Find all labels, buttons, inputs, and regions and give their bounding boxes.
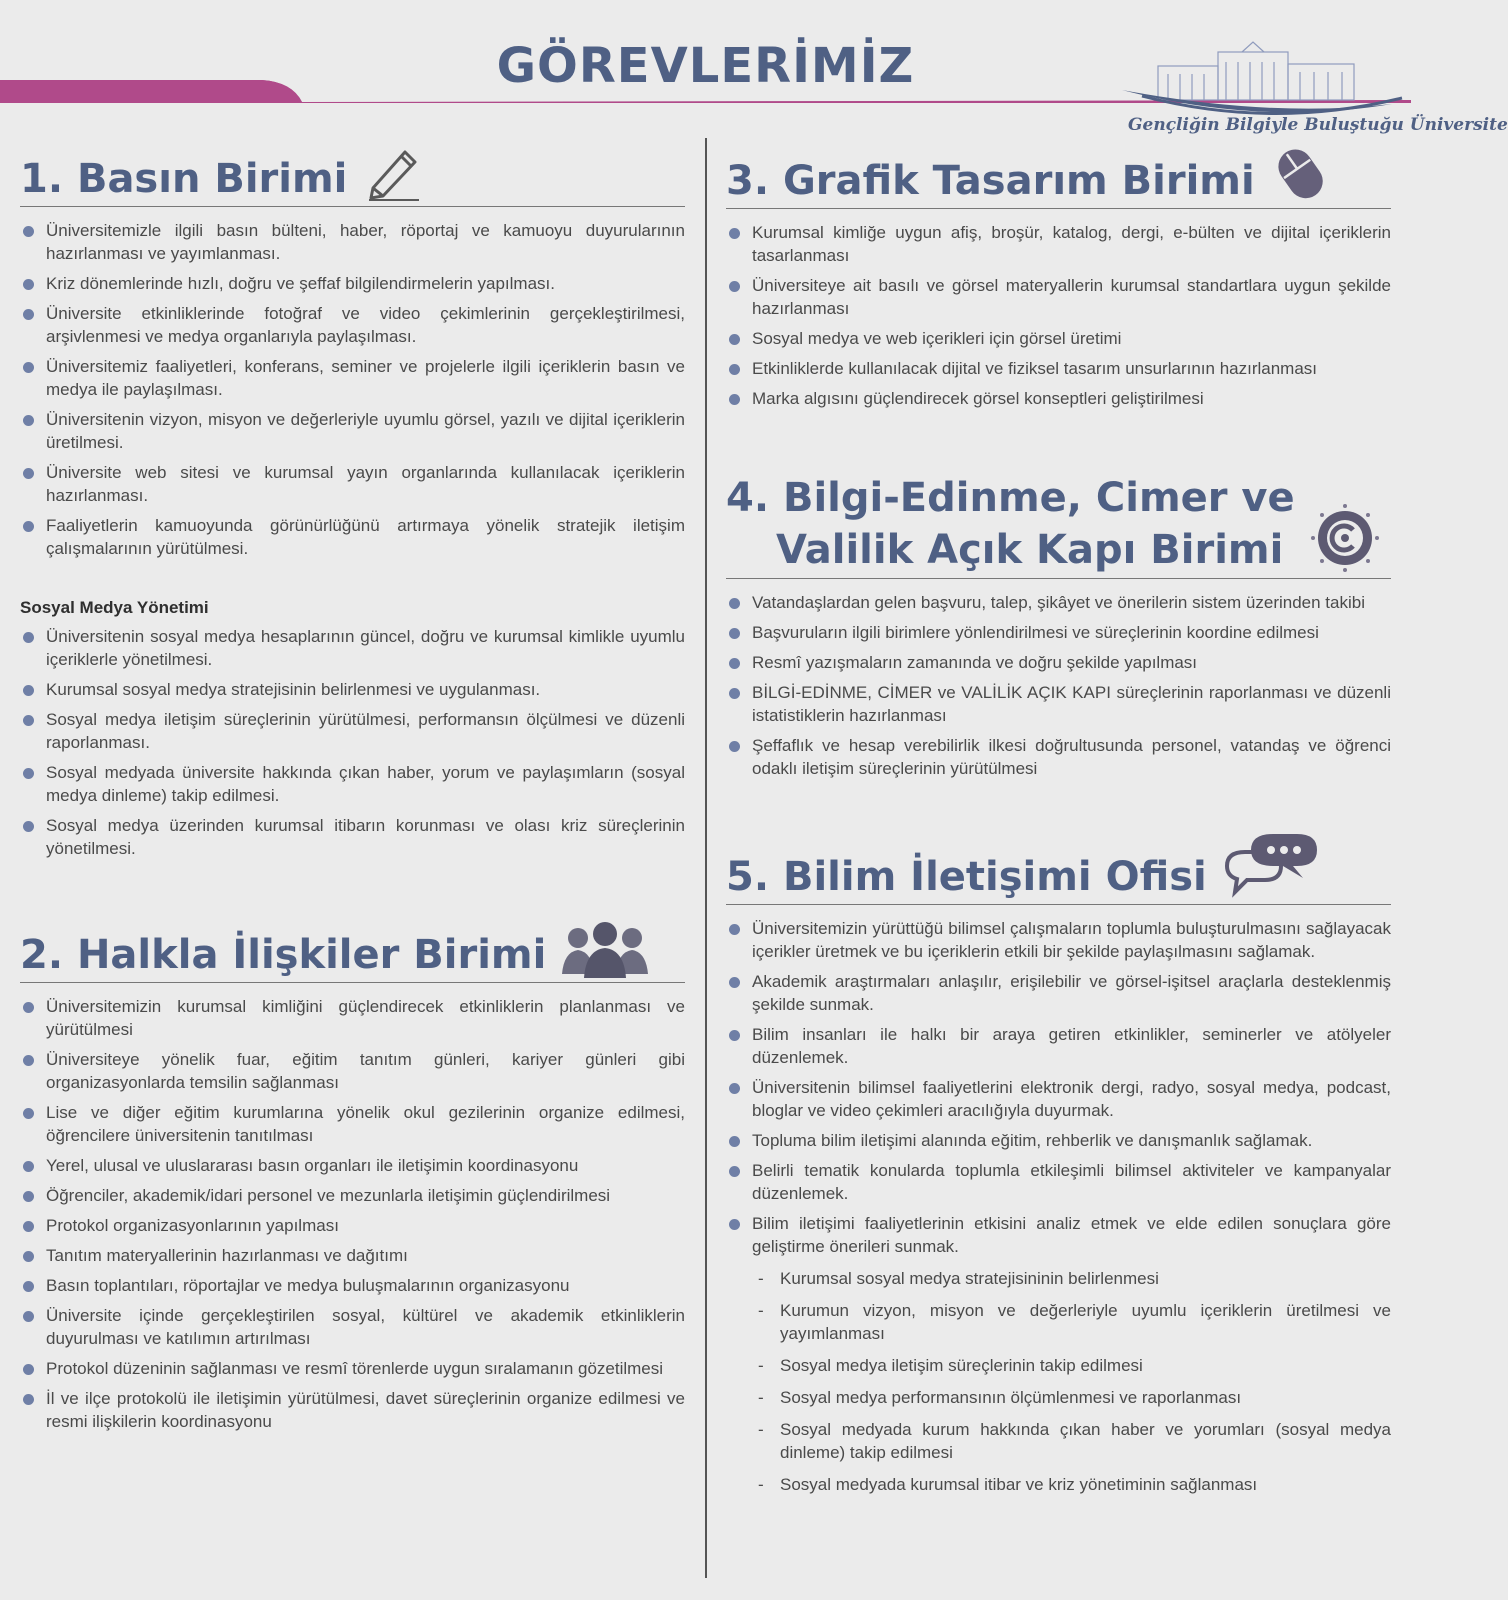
section-title: 3. Grafik Tasarım Birimi	[726, 158, 1255, 204]
section-title: 1. Basın Birimi	[20, 156, 348, 202]
list-item: Sosyal medya iletişim süreçlerinin yürütülmesi, performansın ölçülmesi ve düzenli raporlanması.	[20, 708, 685, 754]
list-item: Şeffaflık ve hesap verebilirlik ilkesi doğrultusunda personel, vatandaş ve öğrenci odaklı iletişim süreçlerinin yürütülmesi	[726, 734, 1391, 780]
section-title: 5. Bilim İletişimi Ofisi	[726, 854, 1207, 900]
list-item: Başvuruların ilgili birimlere yönlendirilmesi ve süreçlerinin koordine edilmesi	[726, 621, 1391, 644]
list-item: Protokol organizasyonlarının yapılması	[20, 1214, 685, 1237]
section-bilim-iletisimi	[726, 832, 1391, 1496]
section-title-line2: Valilik Açık Kapı Birimi	[776, 527, 1284, 573]
list-item: Vatandaşlardan gelen başvuru, talep, şikâyet ve önerilerin sistem üzerinden takibi	[726, 591, 1391, 614]
list-item: Öğrenciler, akademik/idari personel ve mezunlarla iletişimin güçlendirilmesi	[20, 1184, 685, 1207]
section-basin-birimi	[20, 142, 685, 860]
sosyal-medya-subheading: Sosyal Medya Yönetimi	[20, 598, 209, 617]
halkla-list	[20, 995, 685, 1433]
list-item: Kurumsal sosyal medya stratejisinin belirlenmesi ve uygulanması.	[20, 678, 685, 701]
list-item: Üniversitenin sosyal medya hesaplarının güncel, doğru ve kurumsal kimlikle uyumlu içeriklerle yönetilmesi.	[20, 625, 685, 671]
list-subitem: - Kurumun vizyon, misyon ve değerleriyle uyumlu içeriklerin üretilmesi ve yayımlanması	[756, 1299, 1391, 1345]
column-divider	[705, 138, 707, 1578]
list-item: Basın toplantıları, röportajlar ve medya buluşmalarının organizasyonu	[20, 1274, 685, 1297]
list-subitem: - Sosyal medya iletişim süreçlerinin takip edilmesi	[756, 1354, 1391, 1377]
list-item: Topluma bilim iletişimi alanında eğitim, rehberlik ve danışmanlık sağlamak.	[726, 1129, 1391, 1152]
section-header	[726, 832, 1391, 905]
cimer-logo-icon	[1309, 502, 1381, 574]
section-title: 2. Halkla İlişkiler Birimi	[20, 932, 547, 978]
people-group-icon	[560, 918, 652, 978]
list-item: Akademik araştırmaları anlaşılır, erişilebilir ve görsel-işitsel araçlarla desteklenmiş şekilde sunmak.	[726, 970, 1391, 1016]
list-item: Üniversitenin bilimsel faaliyetlerini elektronik dergi, radyo, sosyal medya, podcast, bloglar ve video çekimleri aracılığıyla duyurmak.	[726, 1076, 1391, 1122]
section-title	[726, 472, 1295, 578]
list-item: BİLGİ-EDİNME, CİMER ve VALİLİK AÇIK KAPI süreçlerinin raporlanması ve düzenli istatistiklerin hazırlanması	[726, 681, 1391, 727]
list-subitem: - Kurumsal sosyal medya stratejisininin belirlenmesi	[756, 1267, 1391, 1290]
list-subitem: - Sosyal medya performansının ölçümlenmesi ve raporlanması	[756, 1386, 1391, 1409]
grafik-list	[726, 221, 1391, 410]
bilim-sublist	[726, 1267, 1391, 1496]
list-item: Üniversitemizin kurumsal kimliğini güçlendirecek etkinliklerin planlanması ve yürütülmesi	[20, 995, 685, 1041]
list-item: Yerel, ulusal ve uluslararası basın organları ile iletişimin koordinasyonu	[20, 1154, 685, 1177]
list-item: Üniversiteye yönelik fuar, eğitim tanıtım günleri, kariyer günleri gibi organizasyonlarda temsilin sağlanması	[20, 1048, 685, 1094]
section-header	[726, 472, 1391, 579]
page-header	[0, 0, 1508, 140]
list-item: Üniversitemiz faaliyetleri, konferans, seminer ve projelerle ilgili içeriklerin basın ve medya ile paylaşılması.	[20, 355, 685, 401]
list-item: Sosyal medya üzerinden kurumsal itibarın korunması ve olası kriz süreçlerinin yönetilmesi.	[20, 814, 685, 860]
list-item: Üniversite içinde gerçekleştirilen sosyal, kültürel ve akademik etkinliklerin duyurulması ve katılımın artırılması	[20, 1304, 685, 1350]
section-bilgi-edinme	[726, 472, 1391, 780]
university-slogan: Gençliğin Bilgiyle Buluştuğu Üniversite	[1128, 115, 1508, 135]
section-header	[20, 142, 685, 207]
section-halkla-iliskiler	[20, 918, 685, 1433]
section-title-line1: 4. Bilgi-Edinme, Cimer ve	[726, 475, 1295, 521]
bilim-list	[726, 917, 1391, 1258]
section-grafik-tasarim	[726, 142, 1391, 410]
list-item: Kriz dönemlerinde hızlı, doğru ve şeffaf bilgilendirmelerin yapılması.	[20, 272, 685, 295]
list-item: Üniversitemizin yürüttüğü bilimsel çalışmaların toplumla buluşturulmasını sağlayacak içerikler üretmek ve bu içeriklerin etkili bir şekilde paylaşılmasını sağlamak.	[726, 917, 1391, 963]
list-subitem: - Sosyal medyada kurum hakkında çıkan haber ve yorumları (sosyal medya dinleme) takip edilmesi	[756, 1418, 1391, 1464]
list-item: Sosyal medyada üniversite hakkında çıkan haber, yorum ve paylaşımların (sosyal medya dinleme) takip edilmesi.	[20, 761, 685, 807]
list-subitem: - Sosyal medyada kurumsal itibar ve kriz yönetiminin sağlanması	[756, 1473, 1391, 1496]
list-item: Üniversiteye ait basılı ve görsel materyallerin kurumsal standartlara uygun şekilde hazırlanması	[726, 274, 1391, 320]
bilgi-edinme-list	[726, 591, 1391, 780]
list-item: Bilim insanları ile halkı bir araya getiren etkinlikler, seminerler ve atölyeler düzenlemek.	[726, 1023, 1391, 1069]
list-item: Etkinliklerde kullanılacak dijital ve fiziksel tasarım unsurlarının hazırlanması	[726, 357, 1391, 380]
basin-list	[20, 219, 685, 560]
list-item: Bilim iletişimi faaliyetlerinin etkisini analiz etmek ve elde edilen sonuçlara göre geliştirme önerileri sunmak.	[726, 1212, 1391, 1258]
list-item: Belirli tematik konularda toplumla etkileşimli bilimsel aktiviteler ve kampanyalar düzenlemek.	[726, 1159, 1391, 1205]
list-item: Üniversitenin vizyon, misyon ve değerleriyle uyumlu görsel, yazılı ve dijital içeriklerin üretilmesi.	[20, 408, 685, 454]
pencil-icon	[361, 142, 421, 202]
list-item: Tanıtım materyallerinin hazırlanması ve dağıtımı	[20, 1244, 685, 1267]
list-item: Faaliyetlerin kamuoyunda görünürlüğünü artırmaya yönelik stratejik iletişim çalışmalarının yürütülmesi.	[20, 514, 685, 560]
list-item: Üniversite etkinliklerinde fotoğraf ve video çekimlerinin gerçekleştirilmesi, arşivlenmesi ve medya organlarıyla paylaşılması.	[20, 302, 685, 348]
section-header	[20, 918, 685, 983]
list-item: Protokol düzeninin sağlanması ve resmî törenlerde uygun sıralamanın gözetilmesi	[20, 1357, 685, 1380]
list-item: Marka algısını güçlendirecek görsel konseptleri geliştirilmesi	[726, 387, 1391, 410]
list-item: İl ve ilçe protokolü ile iletişimin yürütülmesi, davet süreçlerinin organize edilmesi ve resmi ilişkilerin koordinasyonu	[20, 1387, 685, 1433]
list-item: Üniversite web sitesi ve kurumsal yayın organlarında kullanılacak içeriklerin hazırlanması.	[20, 461, 685, 507]
sosyal-medya-list	[20, 625, 685, 860]
list-item: Kurumsal kimliğe uygun afiş, broşür, katalog, dergi, e-bülten ve dijital içeriklerin tasarlanması	[726, 221, 1391, 267]
page-title: GÖREVLERİMİZ	[496, 38, 915, 94]
list-item: Sosyal medya ve web içerikleri için görsel üretimi	[726, 327, 1391, 350]
computer-mouse-icon	[1269, 142, 1331, 204]
list-item: Lise ve diğer eğitim kurumlarına yönelik okul gezilerinin organize edilmesi, öğrencilere üniversitenin tanıtılması	[20, 1101, 685, 1147]
section-header	[726, 142, 1391, 209]
list-item: Üniversitemizle ilgili basın bülteni, haber, röportaj ve kamuoyu duyurularının hazırlanması ve yayımlanması.	[20, 219, 685, 265]
list-item: Resmî yazışmaların zamanında ve doğru şekilde yapılması	[726, 651, 1391, 674]
chat-bubbles-icon	[1221, 832, 1321, 900]
